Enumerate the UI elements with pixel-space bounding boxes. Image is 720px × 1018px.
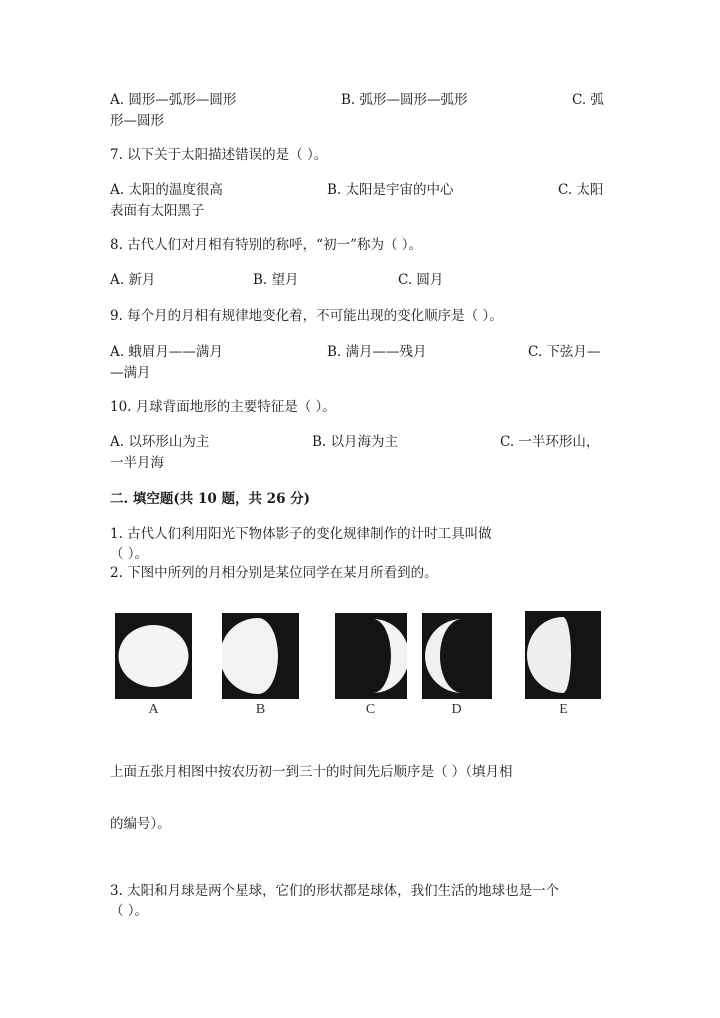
q7-option-c: C. 太阳 [558,182,604,198]
fill1-blank: （ ）。 [110,546,149,562]
q8-option-a: A. 新月 [110,272,156,288]
q8-option-b: B. 望月 [253,272,299,288]
q10-option-c: C. 一半环形山， [500,434,600,450]
fill3-blank: （ ）。 [110,903,149,919]
q9-option-a: A. 蛾眉月——满月 [110,344,223,360]
q8-option-c: C. 圆月 [398,272,444,288]
q9-option-c: C. 下弦月— [528,344,601,360]
q10-option-b: B. 以月海为主 [312,434,399,450]
q7-stem: 7. 以下关于太阳描述错误的是（ ）。 [110,147,328,163]
q8-stem: 8. 古代人们对月相有特别的称呼，“初一”称为（ ）。 [110,237,423,253]
waning-crescent-moon-icon [422,613,492,699]
q10-option-a: A. 以环形山为主 [110,434,210,450]
moon-label-c: C [365,702,376,717]
q9-option-c-cont: —满月 [110,365,151,381]
q9-option-b: B. 满月——残月 [327,344,427,360]
fill2-question-cont: 的编号）。 [110,816,171,832]
fill3-stem: 3. 太阳和月球是两个星球，它们的形状都是球体，我们生活的地球也是一个 [110,883,560,899]
q9-stem: 9. 每个月的月相有规律地变化着，不可能出现的变化顺序是（ ）。 [110,308,503,324]
moon-label-b: B [255,702,266,717]
q7-option-b: B. 太阳是宇宙的中心 [327,182,454,198]
full-moon-icon [115,613,192,699]
gibbous-moon-icon [222,613,299,699]
moon-label-e: E [559,702,568,717]
fill1-stem: 1. 古代人们利用阳光下物体影子的变化规律制作的计时工具叫做 [110,526,492,542]
section-heading: 二. 填空题(共 10 题，共 26 分) [110,491,311,507]
q10-option-c-cont: 一半月海 [110,455,164,471]
q6-option-b: B. 弧形—圆形—弧形 [341,92,468,108]
half-moon-icon [525,611,601,699]
q6-option-c-cont: 形—圆形 [110,113,164,129]
q7-option-c-cont: 表面有太阳黑子 [110,203,205,219]
moon-label-d: D [451,702,462,717]
q6-option-c: C. 弧 [572,92,604,108]
q7-option-a: A. 太阳的温度很高 [110,182,223,198]
fill2-question: 上面五张月相图中按农历初一到三十的时间先后顺序是（ ）（填月相 [110,764,513,780]
q10-stem: 10. 月球背面地形的主要特征是（ ）。 [110,399,336,415]
moon-label-a: A [148,702,159,717]
crescent-moon-icon [335,613,407,699]
fill2-stem: 2. 下图中所列的月相分别是某位同学在某月所看到的。 [110,565,438,581]
q6-option-a: A. 圆形—弧形—圆形 [110,92,237,108]
